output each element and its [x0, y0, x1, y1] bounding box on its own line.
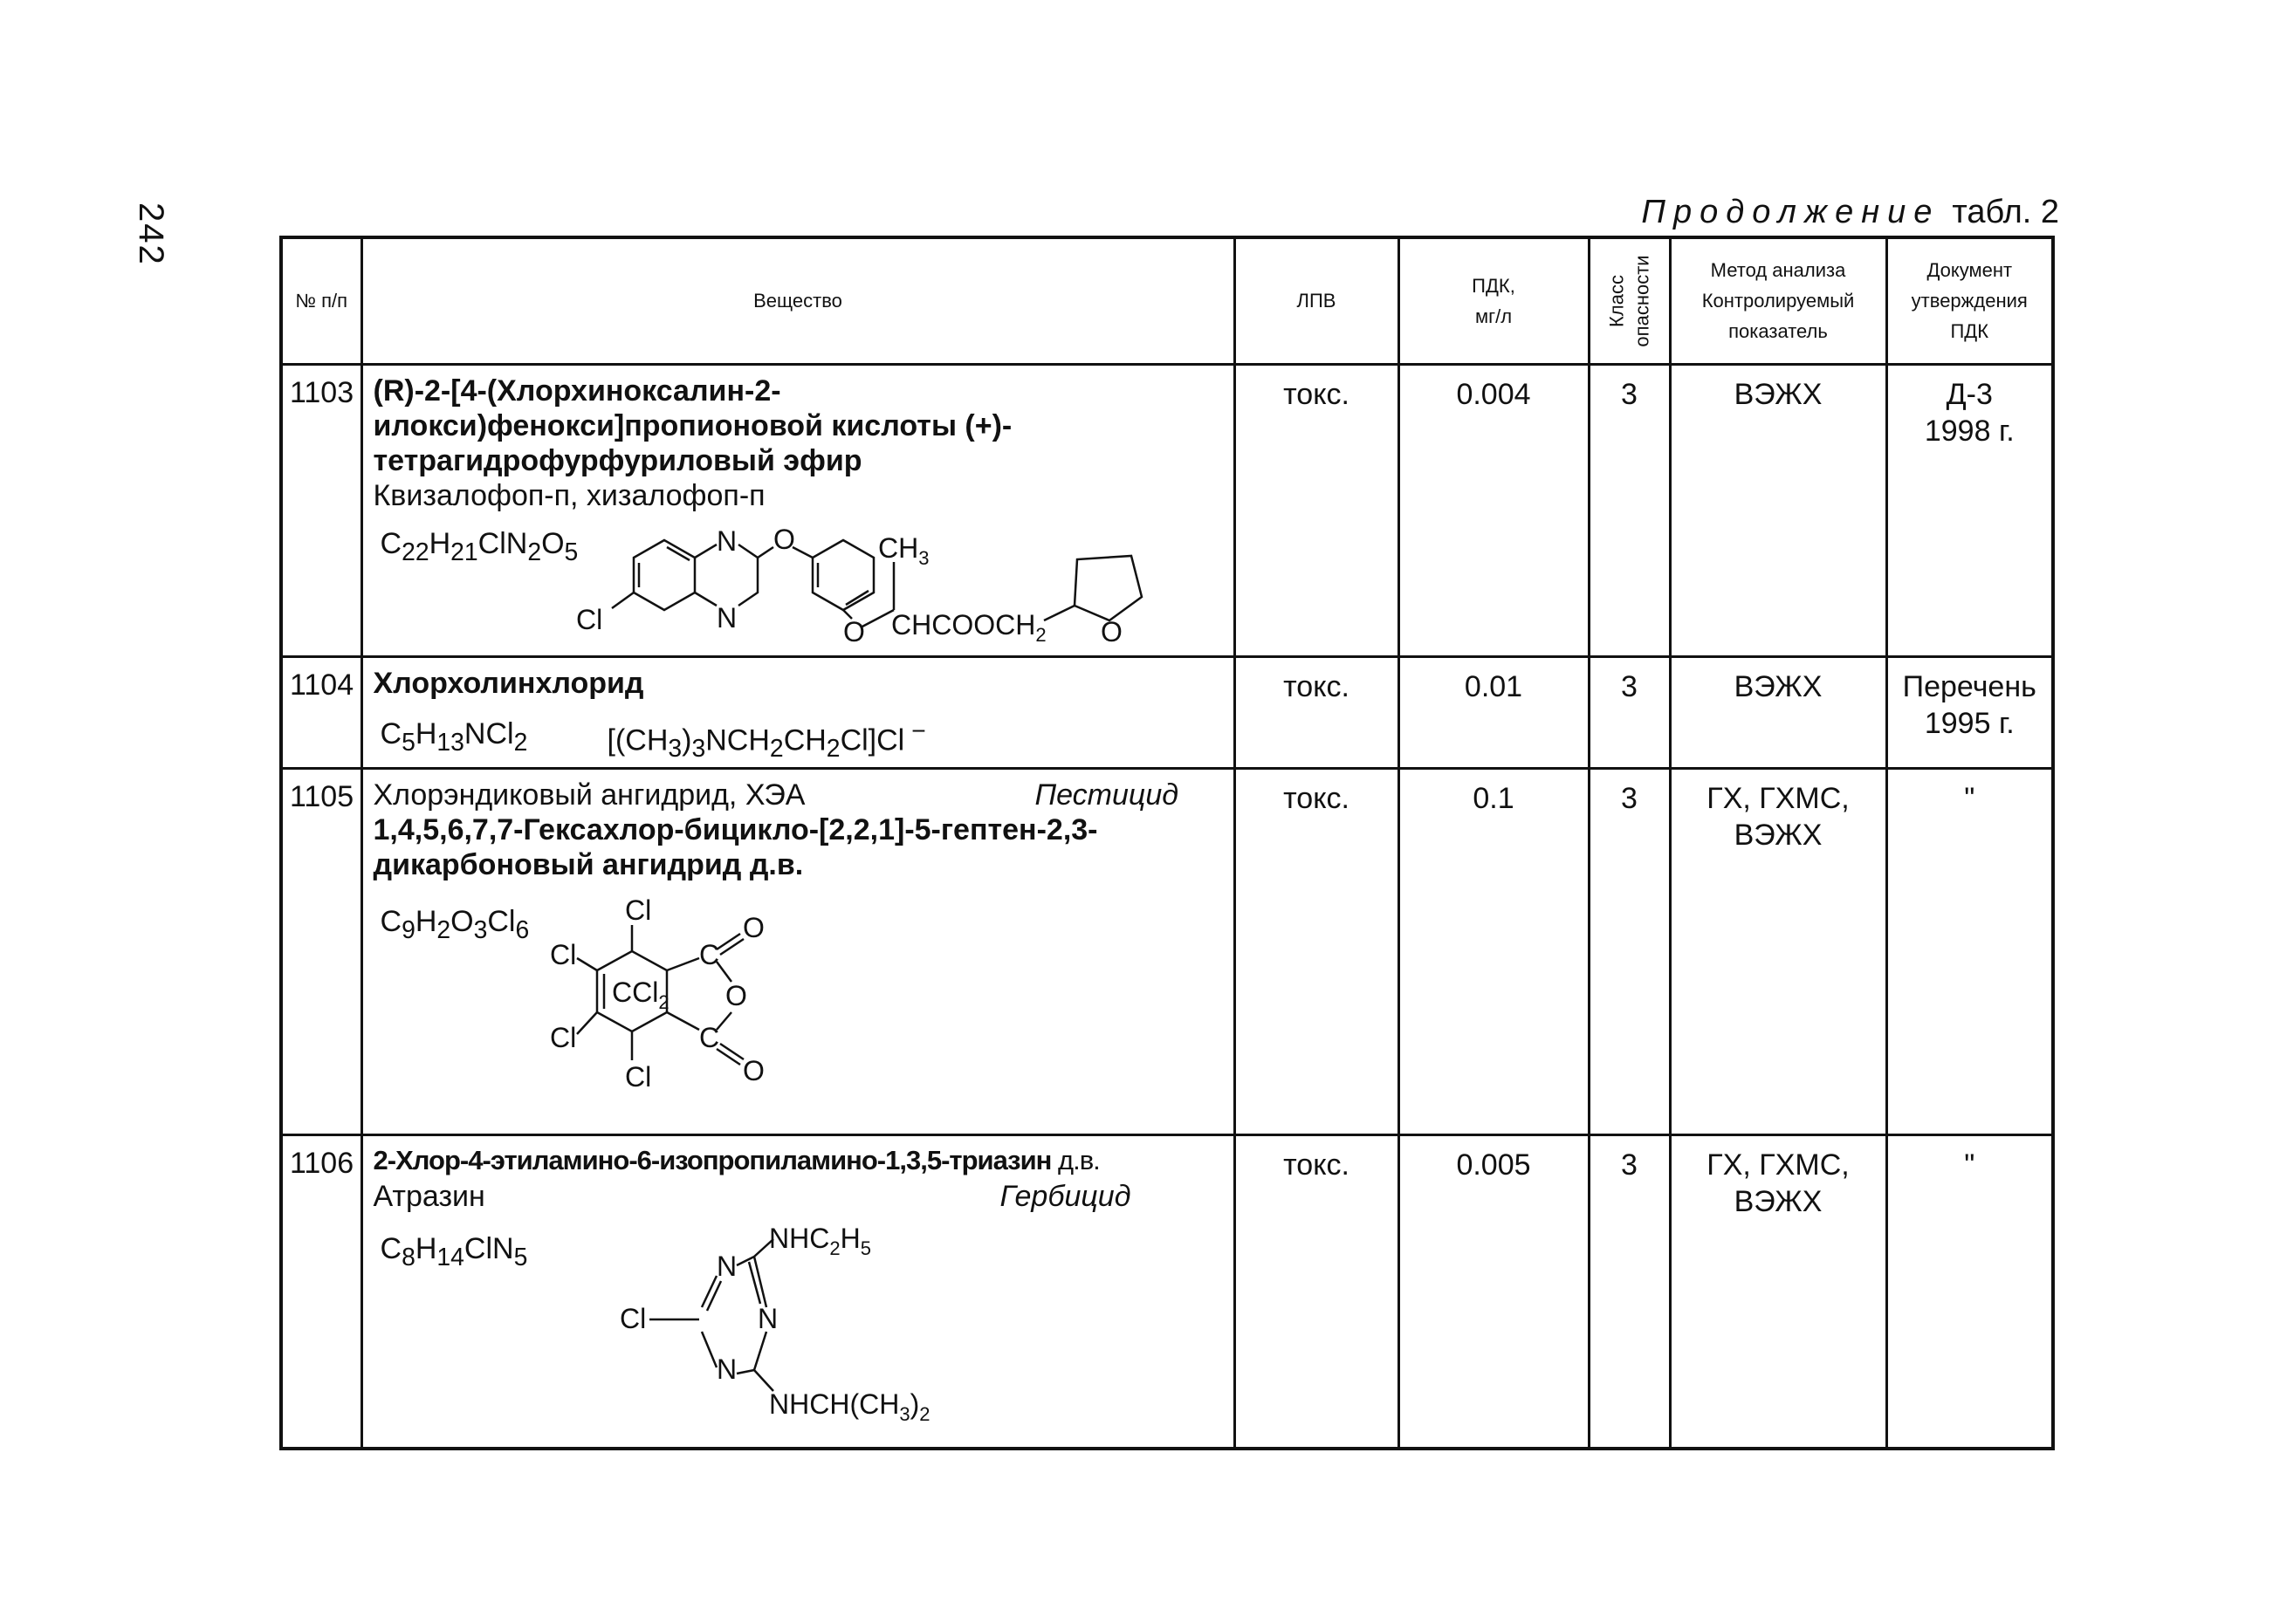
header-doc-line3: ПДК	[1950, 320, 1989, 343]
header-doc-line1: Документ	[1926, 258, 2013, 281]
header-method-line3: показатель	[1728, 320, 1828, 343]
atom-label: N	[716, 601, 737, 634]
hazard-class-cell: 3	[1589, 768, 1670, 1134]
molecular-formula: $C_8H_{14}ClN_5$	[380, 1231, 528, 1271]
substance-name-line: илокси)фенокси]пропионовой кислоты (+)-	[373, 408, 1013, 442]
substance-cell	[361, 768, 1234, 1134]
method-line: ГХ, ГХМС,	[1706, 781, 1850, 815]
structural-formula: $[(CH_3)_3NCH_2CH_2Cl]Cl$ −	[607, 716, 926, 763]
pdk-cell: 0.1	[1398, 768, 1589, 1134]
method-line: ГХ, ГХМС,	[1706, 1148, 1850, 1182]
row-number: 1106	[281, 1134, 361, 1449]
document-cell	[1886, 364, 2053, 656]
atom-label: O	[773, 523, 795, 555]
header-method-line1: Метод анализа	[1710, 258, 1846, 281]
lpv-cell: токс.	[1234, 768, 1398, 1134]
document-line: 1998 г.	[1924, 415, 2015, 448]
substance-cell	[361, 1134, 1234, 1449]
table-row	[281, 1134, 2053, 1449]
substance-name: Хлорхолинхлорид	[373, 666, 644, 700]
substance-trade-name: Атразин	[373, 1179, 485, 1213]
structure-diagram	[608, 1223, 992, 1450]
pdk-cell: 0.004	[1398, 364, 1589, 656]
atom-label: Cl	[575, 603, 602, 635]
header-pdk-line2: мг/л	[1474, 305, 1513, 327]
atom-label: O	[742, 1054, 765, 1086]
header-pdk-line1: ПДК,	[1472, 274, 1515, 297]
atom-label: Cl	[549, 938, 576, 970]
substance-cell	[361, 364, 1234, 656]
method-cell	[1670, 1134, 1886, 1449]
method-line: ВЭЖХ	[1734, 819, 1823, 852]
header-lpv: ЛПВ	[1234, 237, 1398, 364]
substance-cell	[361, 656, 1234, 768]
table-row	[281, 768, 2053, 1134]
substance-name-line: (R)-2-[4-(Хлорхиноксалин-2-	[373, 373, 781, 408]
atom-label: Cl	[619, 1302, 646, 1334]
lpv-cell: токс.	[1234, 1134, 1398, 1449]
header-document	[1886, 237, 2053, 364]
substance-name-line: 1,4,5,6,7,7-Гексахлор-бицикло-[2,2,1]-5-гептен-2,3-	[373, 812, 1098, 846]
atom-label: N	[716, 524, 737, 557]
table-header-row	[281, 237, 2053, 364]
substance-name: Хлорэндиковый ангидрид, ХЭА	[373, 778, 806, 812]
atom-label: C	[698, 1021, 719, 1053]
header-pdk	[1398, 237, 1589, 364]
methyl-label: $CH_3$	[877, 531, 929, 569]
header-hazard-class	[1589, 237, 1670, 364]
substance-category: Пестицид	[1034, 778, 1179, 812]
header-method	[1670, 237, 1886, 364]
pdk-cell: 0.005	[1398, 1134, 1589, 1449]
atom-label: C	[698, 938, 719, 970]
atom-label: N	[716, 1353, 737, 1385]
atom-label: Cl	[624, 894, 651, 926]
atom-label: O	[842, 615, 865, 648]
header-substance: Вещество	[361, 237, 1234, 364]
substance-synonyms: Квизалофоп-п, хизалофоп-п	[373, 478, 766, 512]
chain-label: $CHCOOCH_2$	[890, 608, 1047, 646]
header-num: № п/п	[281, 237, 361, 364]
table-continuation-label	[1641, 194, 2059, 231]
header-method-line2: Контролируемый	[1701, 290, 1855, 312]
document-cell: "	[1886, 1134, 2053, 1449]
atom-label: O	[1100, 615, 1123, 648]
hazard-class-cell: 3	[1589, 364, 1670, 656]
ethylamino-label: $NHC_2H_5$	[768, 1222, 871, 1259]
pdk-cell: 0.01	[1398, 656, 1589, 768]
atom-label: Cl	[624, 1060, 651, 1093]
isopropylamino-label: $NHCH(CH_3)_2$	[768, 1388, 930, 1425]
structure-diagram	[538, 894, 852, 1134]
lpv-cell: токс.	[1234, 656, 1398, 768]
molecular-formula: $C_9H_2O_3Cl_6$	[380, 904, 530, 944]
molecular-formula: $C_{22}H_{21}ClN_2O_5$	[380, 526, 579, 566]
method-line: ВЭЖХ	[1734, 1185, 1823, 1218]
document-cell: "	[1886, 768, 2053, 1134]
document-cell	[1886, 656, 2053, 768]
substance-name: 2-Хлор-4-этиламино-6-изопропиламино-1,3,5-триазин д.в.	[373, 1144, 1100, 1175]
hazard-class-cell: 3	[1589, 1134, 1670, 1449]
header-class-line2: опасности	[1630, 255, 1652, 347]
method-cell: ВЭЖХ	[1670, 364, 1886, 656]
method-cell	[1670, 768, 1886, 1134]
table-number: табл. 2	[1952, 194, 2059, 230]
method-cell: ВЭЖХ	[1670, 656, 1886, 768]
atom-label: N	[716, 1250, 737, 1282]
ccl2-label: CCl$_2$	[611, 976, 670, 1013]
continuation-word: Продолжение	[1641, 194, 1940, 230]
row-number: 1105	[281, 768, 361, 1134]
atom-label: Cl	[549, 1021, 576, 1053]
structure-diagram	[564, 523, 1227, 654]
substances-table	[279, 236, 2055, 1450]
atom-label: O	[724, 979, 747, 1011]
row-number: 1104	[281, 656, 361, 768]
substance-name-line: дикарбоновый ангидрид д.в.	[373, 847, 804, 881]
atom-label: O	[742, 911, 765, 943]
atom-label: N	[757, 1302, 778, 1334]
row-number: 1103	[281, 364, 361, 656]
page-number: 242	[132, 202, 170, 266]
hazard-class-cell: 3	[1589, 656, 1670, 768]
table-row	[281, 656, 2053, 768]
document-line: Д-3	[1946, 377, 1993, 411]
document-line: Перечень	[1902, 669, 2036, 703]
lpv-cell: токс.	[1234, 364, 1398, 656]
table-row	[281, 364, 2053, 656]
document-line: 1995 г.	[1924, 707, 2015, 740]
header-class-line1: Класс	[1604, 274, 1627, 327]
substance-category: Гербицид	[999, 1179, 1131, 1213]
header-doc-line2: утверждения	[1911, 290, 2028, 312]
substance-name-line: тетрагидрофурфуриловый эфир	[373, 443, 862, 477]
molecular-formula: $C_5H_{13}NCl_2$	[380, 716, 528, 757]
